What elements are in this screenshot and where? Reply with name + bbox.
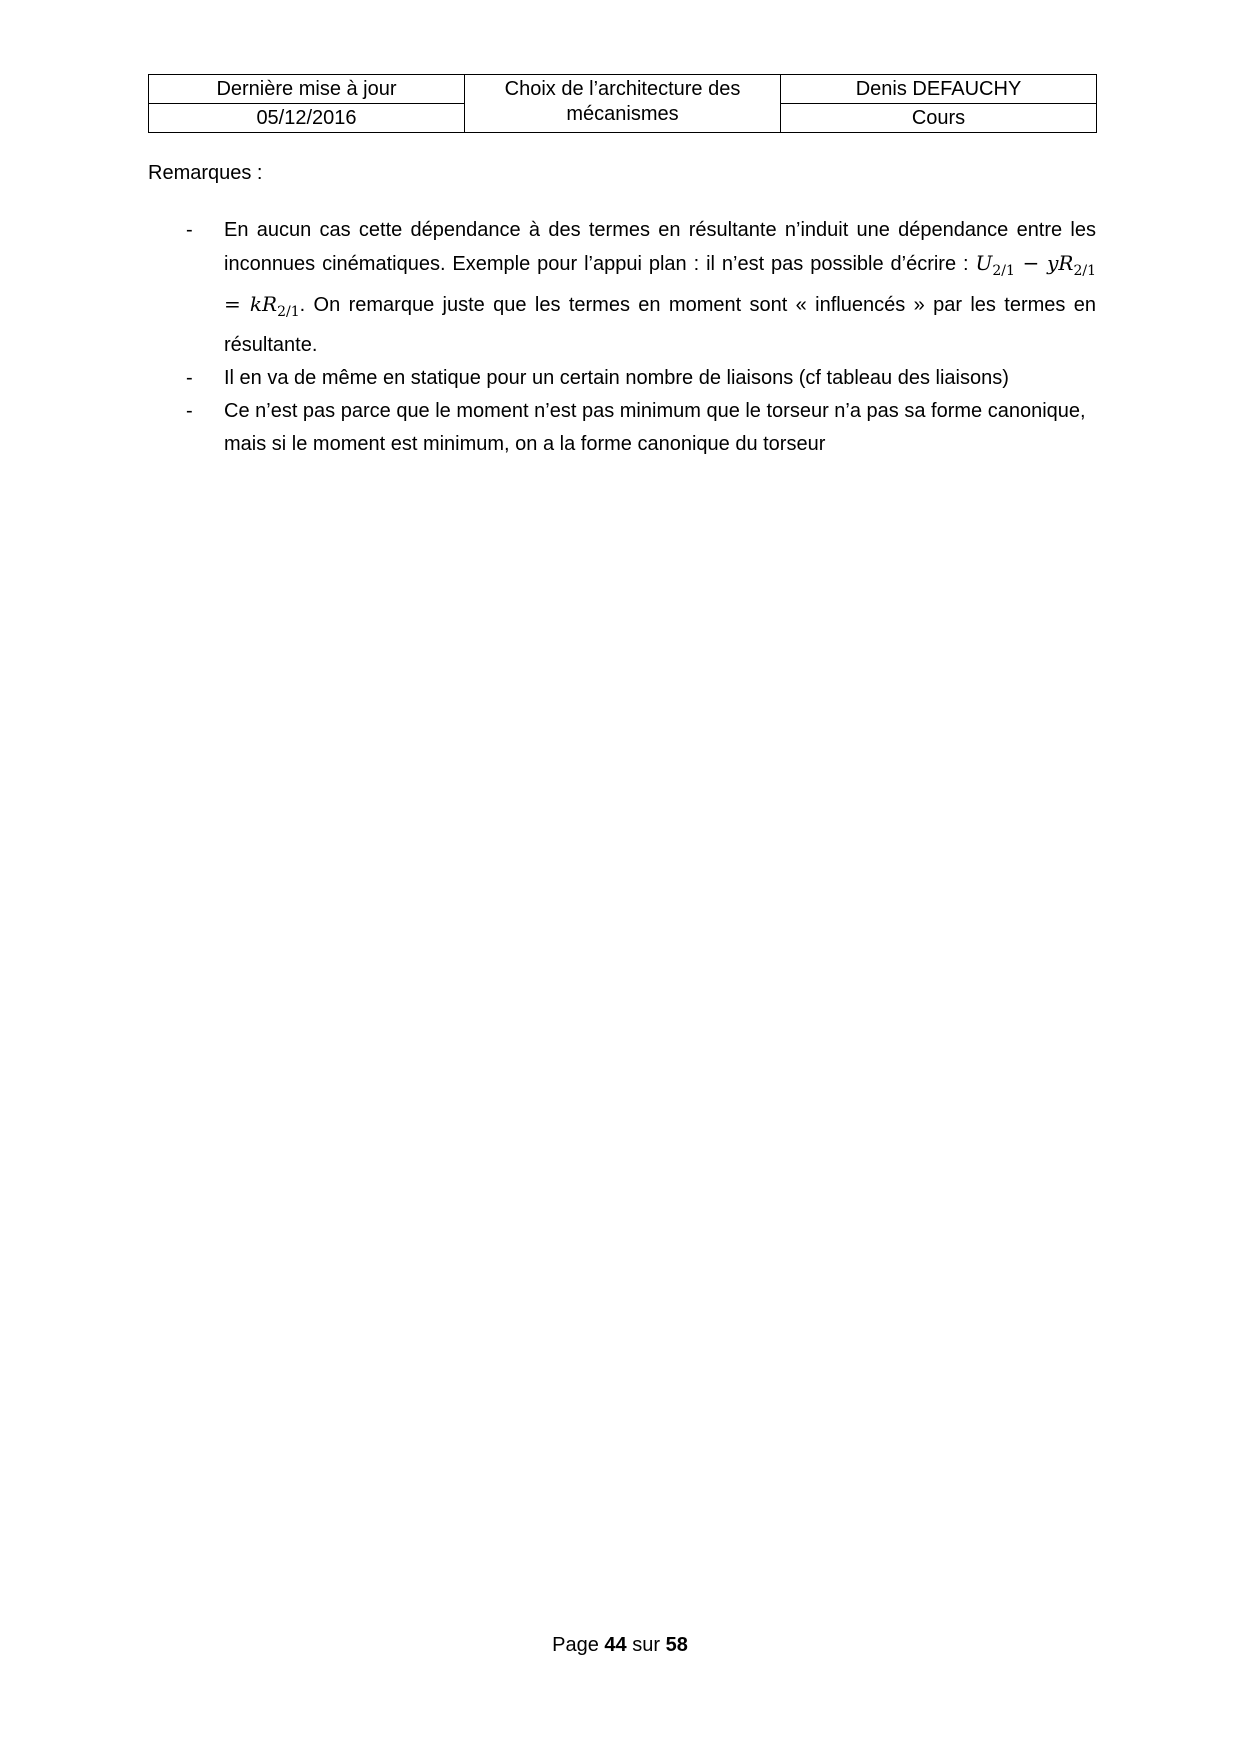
author-name: Denis DEFAUCHY — [781, 75, 1097, 104]
document-type: Cours — [781, 104, 1097, 133]
bullet-dash: - — [186, 367, 193, 389]
page-total: 58 — [665, 1634, 688, 1656]
page-number: 44 — [604, 1634, 627, 1656]
document-title-line1: Choix de l’architecture des — [504, 78, 741, 100]
page-mid: sur — [626, 1634, 666, 1656]
bullet-dash: - — [186, 400, 193, 422]
last-update-label: Dernière mise à jour — [149, 75, 465, 104]
list-item — [148, 362, 1096, 395]
update-date: 05/12/2016 — [149, 104, 465, 133]
remark-2-text: Il en va de même en statique pour un certain nombre de liaisons (cf tableau des liaisons) — [224, 367, 1009, 389]
equation: $U_{2/1} - yR_{2/1} = kR_{2/1}$ — [224, 251, 1096, 320]
header-table — [148, 74, 1097, 133]
list-item — [148, 214, 1096, 362]
remark-1-text-a: En aucun cas cette dépendance à des termes en résultante n’induit une dépendance entre les inconnues cinématiques. Exemple pour l’appui plan : il n’est pas possible d’écrire : — [224, 219, 1096, 275]
remarks-list — [148, 214, 1096, 461]
document-title — [465, 75, 781, 133]
bullet-dash: - — [186, 219, 193, 241]
page-footer — [0, 1634, 1240, 1657]
list-item — [148, 395, 1096, 461]
document-title-line2: mécanismes — [566, 103, 679, 125]
remark-1-text-b: . On remarque juste que les termes en moment sont « influencés » par les termes en résultante. — [224, 294, 1096, 356]
remarks-heading: Remarques : — [148, 162, 263, 184]
page-prefix: Page — [552, 1634, 605, 1656]
remark-3-text: Ce n’est pas parce que le moment n’est pas minimum que le torseur n’a pas sa forme canonique, mais si le moment est minimum, on a la forme canonique du torseur — [224, 400, 1086, 455]
